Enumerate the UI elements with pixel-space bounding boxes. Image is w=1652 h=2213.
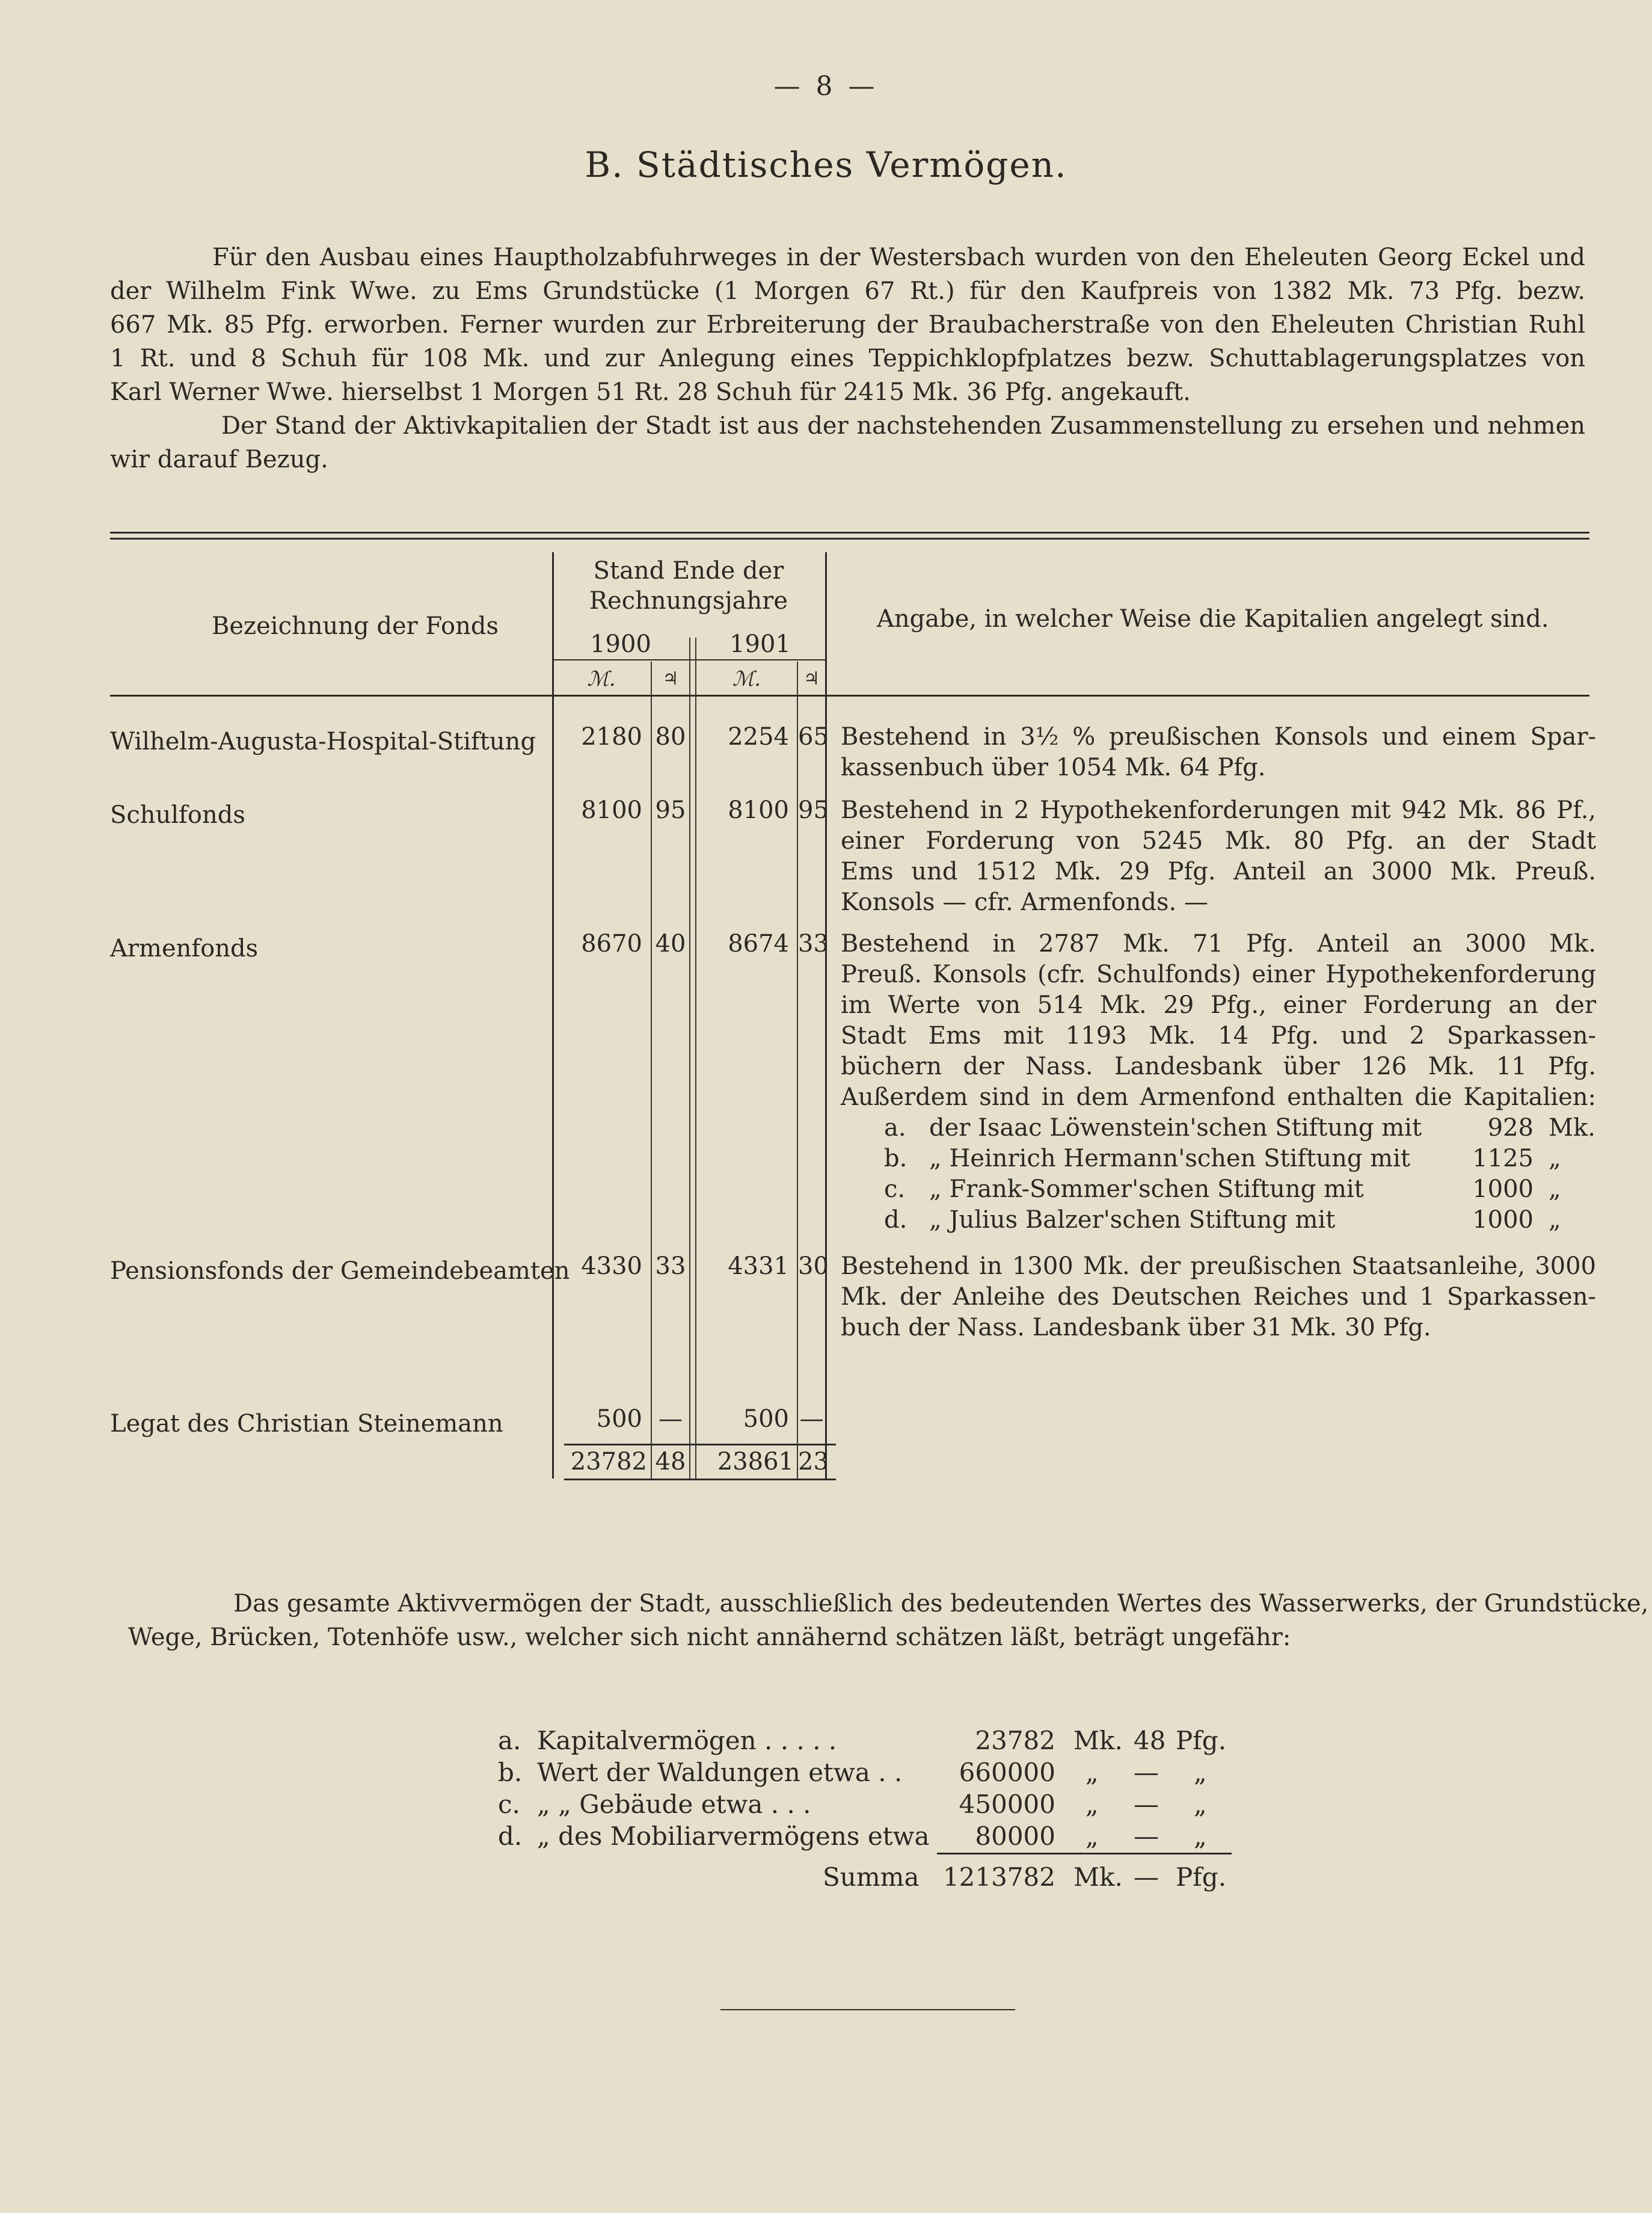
summary-total-rule [937,1853,1232,1854]
intro-line: Der Stand der Aktivkapitalien der Stadt ist aus der nachstehenden Zusammenstellung zu ersehen und nehmen [221,412,1585,440]
intro-line: der Wilhelm Fink Wwe. zu Ems Grundstücke (1 Morgen 67 Rt.) für den Kaufpreis von 1382 Mk. 73 Pfg. bezw. [110,277,1585,305]
sub-item-letter: a. [884,1114,906,1142]
intro-line: Für den Ausbau eines Hauptholzabfuhrweges in der Westersbach wurden von den Eheleuten Georg Eckel und [212,244,1585,271]
intro-line: 667 Mk. 85 Pfg. erworben. Ferner wurden zur Erbreiterung der Braubacherstraße von den Eheleuten Christian Ruhl [110,311,1585,339]
table-top-rule [110,538,1589,540]
section-title: B. Städtisches Vermögen. [585,144,1067,185]
sub-item-unit: „ [1549,1175,1561,1203]
column-divider [651,662,652,1479]
fund-description: kassenbuch über 1054 Mk. 64 Pfg. [841,754,1266,781]
fund-description: büchern der Nass. Landesbank über 126 Mk. 11 Pfg. [841,1053,1596,1080]
sub-item-letter: d. [884,1206,907,1234]
column-divider [689,638,690,1479]
summary-item-label: „ des Mobiliarvermögens etwa [537,1821,930,1851]
summary-item-letter: a. [498,1726,521,1755]
summary-item-letter: c. [498,1790,520,1819]
pf-1900: 40 [655,930,686,958]
unit-mark-header: ℳ. [587,667,616,691]
year-1900-header: 1900 [590,630,651,658]
sub-item-text: „ Heinrich Hermann'schen Stiftung mit [929,1145,1410,1172]
fund-description: buch der Nass. Landesbank über 31 Mk. 30 Pfg. [841,1314,1431,1341]
amount-1900: 4330 [581,1252,642,1280]
sub-item-unit: „ [1549,1206,1561,1234]
summary-item-letter: b. [498,1758,523,1787]
amount-1901: 2254 [728,723,789,751]
summary-item-mk: Mk. [1073,1726,1123,1755]
sub-item-letter: c. [884,1175,906,1203]
table-header-rule [110,695,1589,697]
summary-item-letter: d. [498,1821,523,1851]
fund-description: Bestehend in 1300 Mk. der preußischen Staatsanleihe, 3000 [841,1252,1596,1280]
amount-1901: 500 [743,1405,789,1433]
summary-item-pf: — [1134,1758,1159,1787]
pf-1901: 33 [798,930,829,958]
pf-1901: 65 [798,723,829,751]
intro-line: 1 Rt. und 8 Schuh für 108 Mk. und zur Anlegung eines Teppichklopfplatzes bezw. Schuttablagerungsplatzes von [110,345,1585,372]
summary-total-mk: Mk. [1073,1862,1123,1892]
total-1900: 23782 [570,1448,647,1476]
year-row-rule [552,659,825,660]
amount-1901: 8674 [728,930,789,958]
amount-1900: 500 [596,1405,642,1433]
sub-item-amount: 1000 [1472,1175,1534,1203]
summary-total-pfg: Pfg. [1176,1862,1227,1892]
sub-item-text: „ Frank-Sommer'schen Stiftung mit [929,1175,1364,1203]
closing-rule [720,2009,1015,2010]
summary-item-label: Kapitalvermögen . . . . . [537,1726,837,1755]
fund-name-header: Bezeichnung der Fonds [211,612,499,640]
unit-mark-header: ℳ. [732,667,761,691]
unit-pf-header: ♃ [803,668,820,689]
summary-item-mk: „ [1085,1821,1099,1851]
summary-line: Das gesamte Aktivvermögen der Stadt, ausschließlich des bedeutenden Wertes des Wasserwerks, der Grundstücke, [233,1590,1649,1617]
total-pf-1900: 48 [655,1448,686,1476]
fund-description: Bestehend in 2 Hypothekenforderungen mit 942 Mk. 86 Pf., [841,796,1596,824]
year-1901-header: 1901 [729,630,791,658]
fund-name: Wilhelm-Augusta-Hospital-Stiftung [110,728,536,756]
summary-item-pfg: Pfg. [1176,1726,1227,1755]
column-divider [797,662,798,1479]
stand-header: Rechnungsjahre [589,587,788,615]
summary-item-amount: 23782 [975,1726,1055,1755]
summary-line: Wege, Brücken, Totenhöfe usw., welcher sich nicht annähernd schätzen läßt, beträgt ungefähr: [128,1624,1291,1651]
sub-item-text: der Isaac Löwenstein'schen Stiftung mit [929,1114,1422,1142]
sub-item-amount: 928 [1487,1114,1534,1142]
amount-1901: 8100 [728,796,789,824]
fund-description: im Werte von 514 Mk. 29 Pfg., einer Forderung an der [841,991,1596,1019]
summary-item-pfg: „ [1194,1821,1207,1851]
pf-1901: 95 [798,796,829,824]
amount-1901: 4331 [728,1252,789,1280]
fund-name: Schulfonds [110,801,245,829]
pf-1901: 30 [798,1252,829,1280]
fund-description: Ems und 1512 Mk. 29 Pfg. Anteil an 3000 Mk. Preuß. [841,858,1596,885]
amount-1900: 2180 [581,723,642,751]
fund-description: einer Forderung von 5245 Mk. 80 Pfg. an der Stadt [841,827,1596,855]
sub-item-amount: 1125 [1472,1145,1534,1172]
summary-item-mk: „ [1085,1790,1099,1819]
total-pf-1901: 23 [798,1448,829,1476]
sub-item-amount: 1000 [1472,1206,1534,1234]
fund-description: Stadt Ems mit 1193 Mk. 14 Pfg. und 2 Sparkassen- [841,1022,1596,1050]
summary-item-amount: 80000 [975,1821,1055,1851]
fund-description: Mk. der Anleihe des Deutschen Reiches und 1 Sparkassen- [841,1283,1596,1311]
intro-line: wir darauf Bezug. [110,446,328,473]
fund-name: Armenfonds [110,935,259,962]
summary-item-amount: 660000 [959,1758,1055,1787]
summary-item-pf: 48 [1134,1726,1166,1755]
pf-1900: 33 [655,1252,686,1280]
fund-description: Bestehend in 3½ % preußischen Konsols und einem Spar- [841,723,1596,751]
amount-1900: 8100 [581,796,642,824]
summary-item-pf: — [1134,1790,1159,1819]
fund-description: Konsols — cfr. Armenfonds. — [841,888,1208,916]
totals-rule [564,1444,836,1445]
description-header: Angabe, in welcher Weise die Kapitalien angelegt sind. [877,605,1549,633]
fund-description: Preuß. Konsols (cfr. Schulfonds) einer Hypothekenforderung [841,961,1596,988]
stand-header: Stand Ende der [593,557,784,585]
summary-item-pf: — [1134,1821,1159,1851]
summary-total-amount: 1213782 [942,1862,1055,1892]
fund-description: Bestehend in 2787 Mk. 71 Pfg. Anteil an 3000 Mk. [841,930,1596,958]
pf-1901: — [799,1405,824,1433]
amount-1900: 8670 [581,930,642,958]
summary-item-pfg: „ [1194,1790,1207,1819]
summary-item-amount: 450000 [959,1790,1055,1819]
summary-total-pf: — [1134,1862,1159,1892]
pf-1900: 80 [655,723,686,751]
totals-bottom-rule [564,1479,836,1480]
sub-item-unit: Mk. [1549,1114,1595,1142]
summary-item-label: „ „ Gebäude etwa . . . [537,1790,811,1819]
unit-pf-header: ♃ [662,668,679,689]
column-divider [695,638,696,1479]
column-divider [825,552,827,1479]
intro-line: Karl Werner Wwe. hierselbst 1 Morgen 51 Rt. 28 Schuh für 2415 Mk. 36 Pfg. angekauft. [110,378,1191,406]
total-1901: 23861 [717,1448,794,1476]
summary-item-pfg: „ [1194,1758,1207,1787]
summary-item-mk: „ [1085,1758,1099,1787]
pf-1900: 95 [655,796,686,824]
sub-item-unit: „ [1549,1145,1561,1172]
pf-1900: — [659,1405,683,1433]
fund-name: Legat des Christian Steinemann [110,1410,503,1438]
fund-name: Pensionsfonds der Gemeindebeamten [110,1257,570,1285]
sub-item-text: „ Julius Balzer'schen Stiftung mit [929,1206,1336,1234]
summary-total-label: Summa [823,1862,920,1892]
summary-item-label: Wert der Waldungen etwa . . [537,1758,903,1787]
fund-description: Außerdem sind in dem Armenfond enthalten die Kapitalien: [841,1083,1596,1111]
sub-item-letter: b. [884,1145,907,1172]
page-number: — 8 — [773,71,879,102]
table-top-rule [110,532,1589,534]
